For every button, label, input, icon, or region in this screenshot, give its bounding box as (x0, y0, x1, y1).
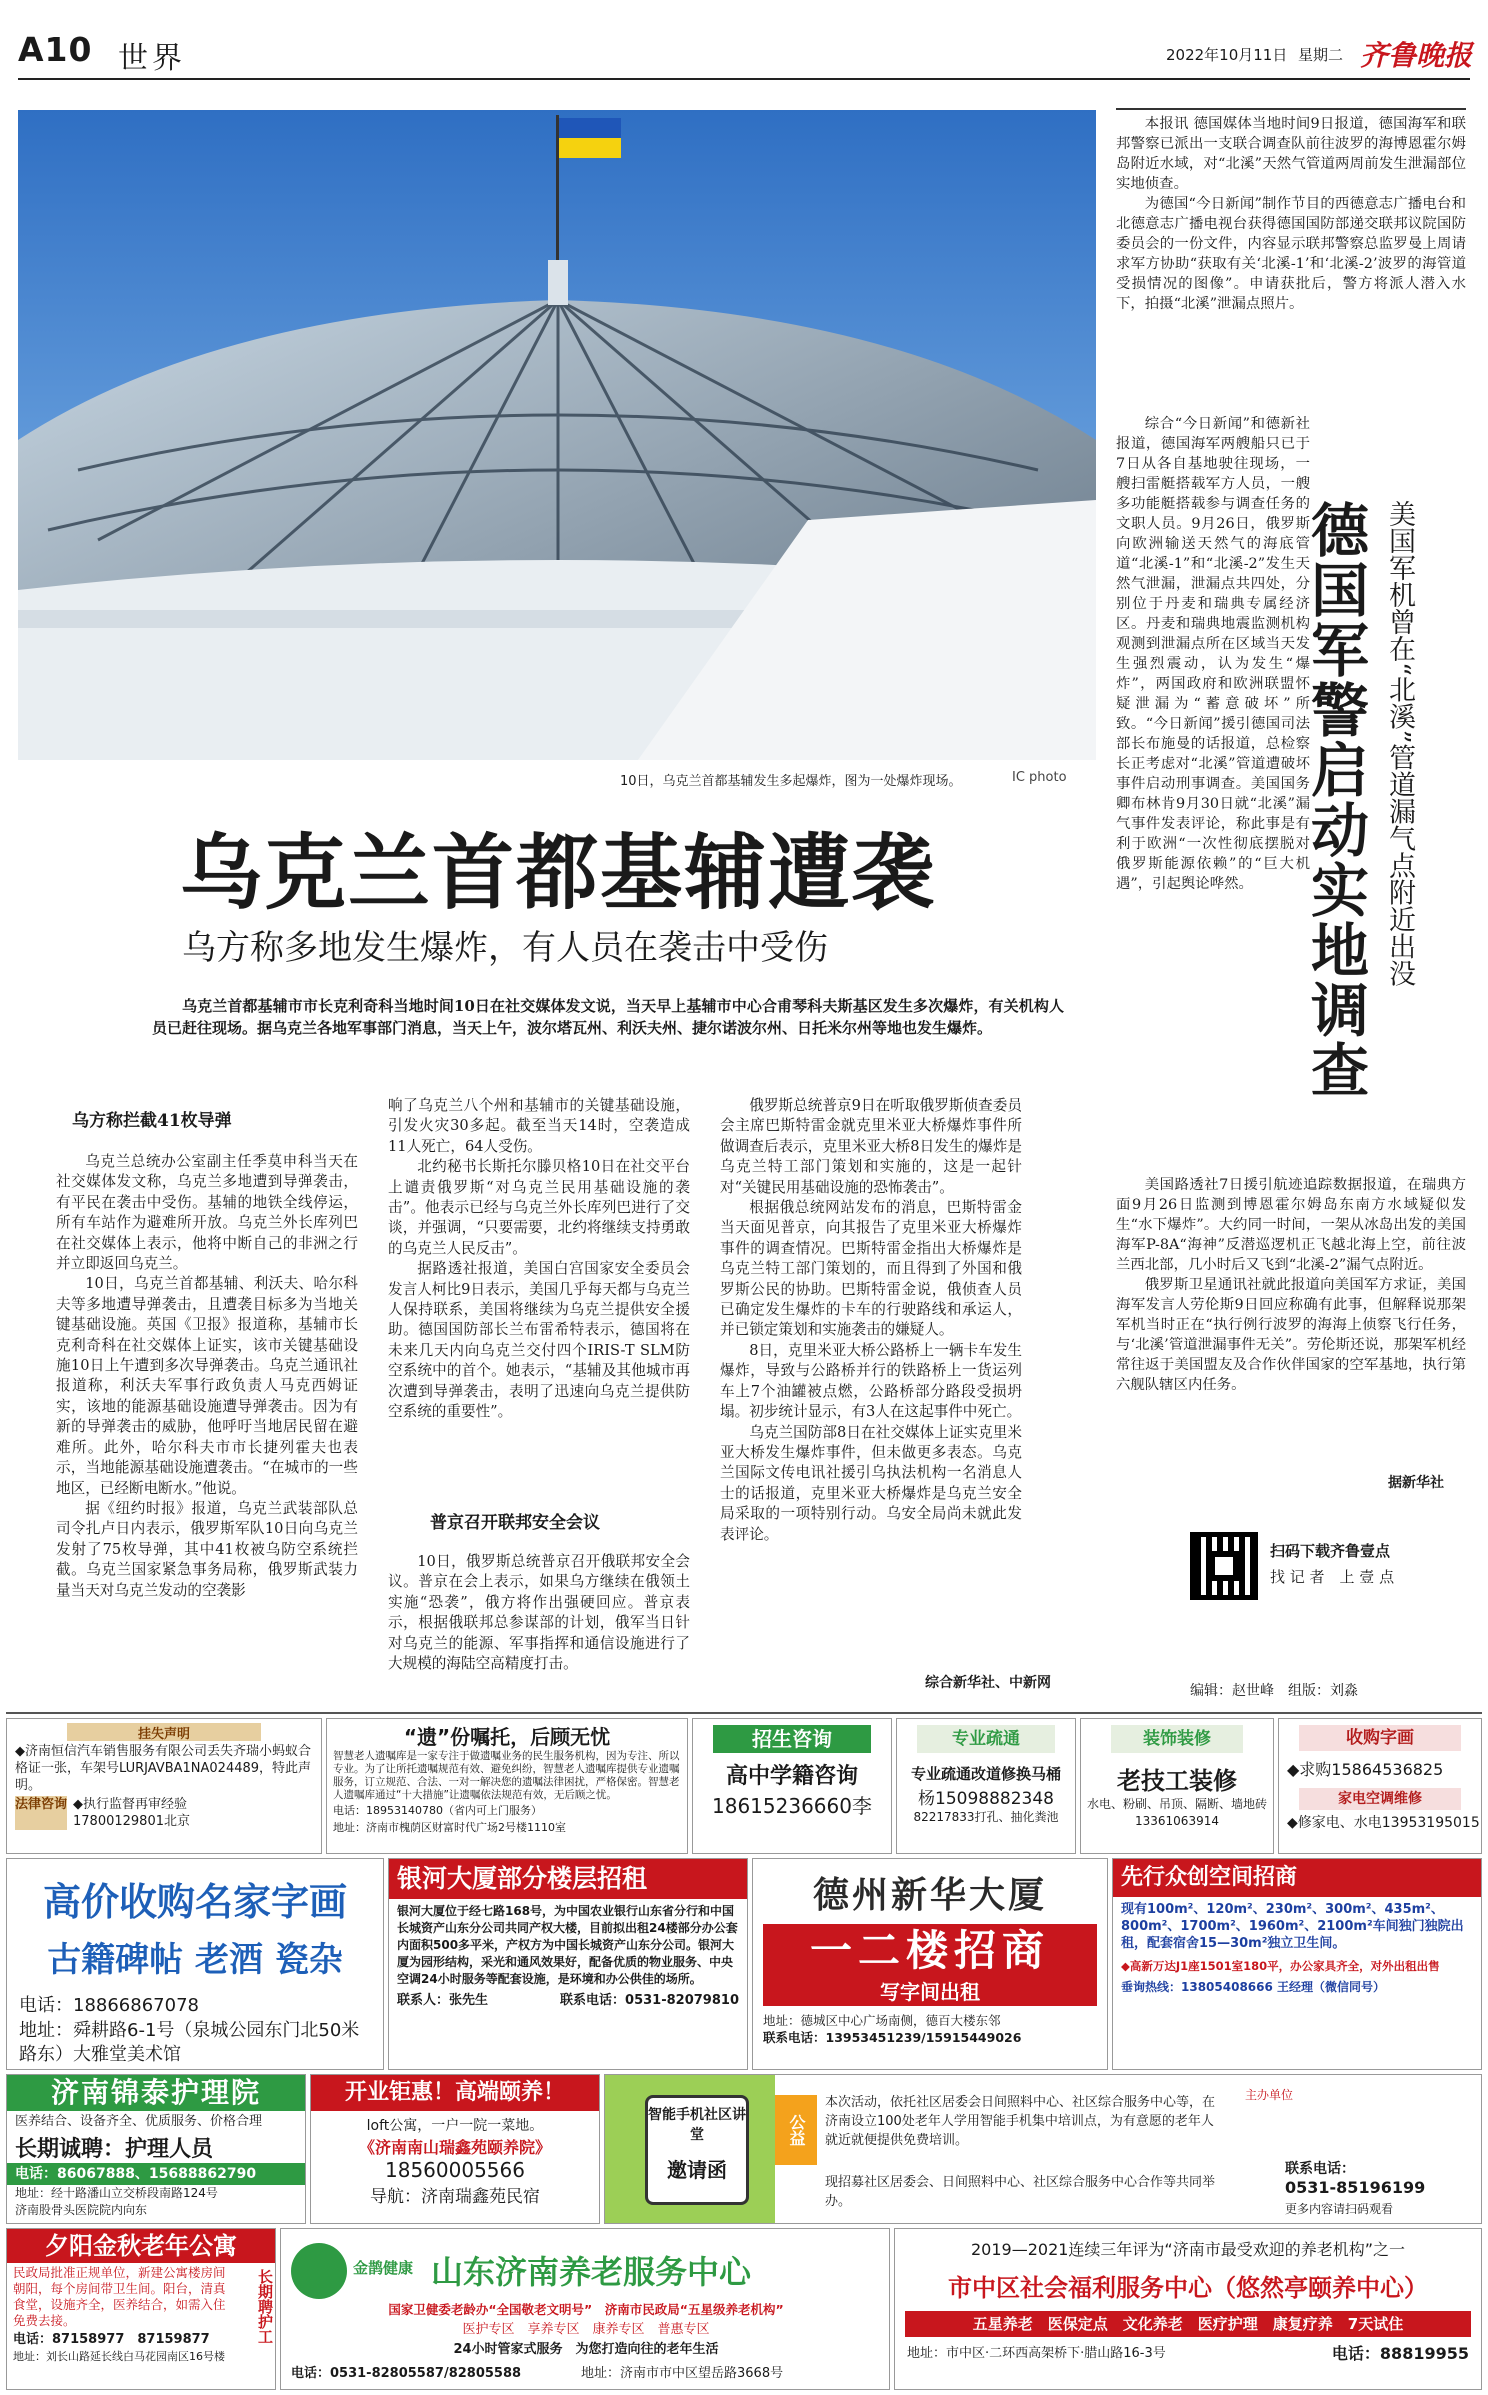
ad-host: 主办单位 (1245, 2088, 1294, 2102)
ad-calligraphy (1278, 1718, 1482, 1854)
ad-phone: 电话：88819955 (1331, 2344, 1469, 2363)
ad-title: 银河大厦部分楼层招租 (389, 1859, 747, 1899)
ad-address: 地址：经十路潘山立交桥段南路124号 (15, 2186, 218, 2200)
ad-line: ◆执行监督再审经验 (73, 1797, 187, 1812)
qr-label-1: 扫码下载齐鲁壹点 (1270, 1542, 1391, 1560)
ad-will (326, 1718, 688, 1854)
ad-title: 老技工装修 (1117, 1767, 1237, 1795)
ad-tag: 招生咨询 (713, 1725, 871, 1753)
ad-phone: 电话：18866867078 (19, 1995, 199, 2016)
main-headline: 乌克兰首都基辅遭袭 (180, 825, 937, 921)
ad-line: 医护专区 享养专区 康养专区 普惠专区 (462, 2322, 710, 2337)
ad-phone: 电话：86067888、15688862790 (7, 2163, 305, 2185)
article-column-3 (720, 1096, 1022, 1545)
ad-jintai-nursing (6, 2074, 306, 2224)
ad-title: 德州新华大厦 (812, 1875, 1047, 1916)
ad-tag: 法律咨询 (15, 1796, 67, 1830)
side-rule (1116, 108, 1466, 110)
ad-welfare-center (894, 2228, 1482, 2390)
ad-title: 济南锦泰护理院 (7, 2075, 305, 2111)
ad-line: 24小时管家式服务 为您打造向往的老年生活 (453, 2342, 719, 2357)
ad-yinhe-lease (388, 1858, 748, 2070)
ad-jinque-elderly (280, 2228, 890, 2390)
ad-school (692, 1718, 892, 1854)
clover-icon (291, 2243, 347, 2299)
ad-smartphone-class (604, 2074, 1482, 2224)
ad-side-note: 长期聘护工 (256, 2269, 274, 2344)
ad-nanshan-ruixin (310, 2074, 600, 2224)
paragraph: 俄罗斯卫星通讯社就此报道向美国军方求证，美国海军发言人劳伦斯9日回应称确有此事，但解释说那架军机当时正在“执行例行波罗的海海上侦察飞行任务，与‘北溪’管道泄漏事件无关”。劳伦斯还说，那架军机经常往返于美国盟友及合作伙伴国家的空军基地，执行第六舰队辖区内任务。 (1116, 1277, 1466, 1393)
ad-title: 山东济南养老服务中心 (431, 2253, 752, 2291)
side-headline: 德国军警启动实地调查 (1301, 500, 1369, 1100)
ad-title: 高价收购名家字画 (42, 1880, 347, 1924)
ad-title: 市中区社会福利服务中心（悠然亭颐养中心） (948, 2274, 1428, 2302)
photo-credit: IC photo (1012, 770, 1067, 785)
paragraph: 北约秘书长斯托尔滕贝格10日在社交平台上谴责俄罗斯“对乌克兰民用基础设施的袭击”。他表示已经与乌克兰外长库列巴进行了交谈，并强调，“只要需要，北约将继续支持勇敢的乌克兰人民反击”。 (388, 1158, 690, 1257)
ad-name: 《济南南山瑞鑫苑颐养院》 (358, 2138, 551, 2157)
ad-title: 专业疏通改道修换马桶 (910, 1765, 1061, 1783)
paragraph: 据《纽约时报》报道，乌克兰武装部队总司令扎卢日内表示，俄罗斯军队10日向乌克兰发射了75枚导弹，其中41枚被乌防空系统拦截。乌克兰国家紧急事务局称，俄罗斯武装力量当天对乌克兰发动的空袭影 (56, 1499, 358, 1599)
ad-line: loft公寓，一户一院一菜地。 (366, 2118, 544, 2134)
ad-line: 2019—2021连续三年评为“济南市最受欢迎的养老机构”之一 (970, 2240, 1406, 2259)
editors: 编辑：赵世峰 组版：刘淼 (1190, 1683, 1358, 1699)
ad-phone: 18615236660李 (712, 1794, 872, 1818)
paragraph: 乌克兰总统办公室副主任季莫申科当天在社交媒体发文称，乌克兰多地遭到导弹袭击，有平民在袭击中受伤。基辅的地铁全线停运，所有车站作为避难所开放。乌克兰外长库列巴在社交媒体上表示，他将中断自己的非洲之行并立即返回乌克兰。 (56, 1153, 358, 1273)
paragraph: 俄罗斯总统普京9日在听取俄罗斯侦查委员会主席巴斯特雷金就克里米亚大桥爆炸事件所做调查后表示，克里米亚大桥8日发生的爆炸是乌克兰特工部门策划和实施的，这是一起针对“关键民用基础设施的恐怖袭击”。 (720, 1097, 1022, 1196)
paragraph: 据路透社报道，美国白宫国家安全委员会发言人柯比9日表示，美国几乎每天都与乌克兰人保持联系，美国将继续为乌克兰提供安全援助。德国国防部长兰布雷希特表示，德国将在未来几天内向乌克兰交付四个IRIS-T SLM防空系统中的首个。她表示，“基辅及其他城市再次遭到导弹袭击，表明了迅速向乌克兰提供防空系统的重要性”。 (388, 1260, 690, 1421)
ad-tag: 挂失声明 (67, 1723, 261, 1741)
ad-phone: 17800129801北京 (73, 1814, 190, 1829)
ad-renovation (1080, 1718, 1274, 1854)
ad-phone: 垂询热线：13805408666 王经理（微信同号） (1121, 1980, 1386, 1994)
ad-buy-paintings (6, 1858, 384, 2070)
ad-phone: 杨15098882348 (918, 1789, 1054, 1809)
issue-weekday: 星期二 (1298, 46, 1344, 64)
main-credit: 综合新华社、中新网 (925, 1675, 1051, 1691)
ad-more: 更多内容请扫码观看 (1285, 2202, 1394, 2216)
ad-headline: 一二楼招商 (763, 1924, 1097, 1978)
ad-phone: 电话：0531-82805587/82805588 (291, 2366, 522, 2381)
ad-body: 民政局批准正规单位，新建公寓楼房间朝阳，每个房间带卫生间。阳台，清真食堂，设施齐全，医养结合，如需入住免费去接。 (13, 2265, 226, 2328)
ad-services: 五星养老 医保定点 文化养老 医疗护理 康复疗养 7天试住 (905, 2311, 1471, 2337)
ad-notices (6, 1718, 322, 1854)
paragraph: 10日，俄罗斯总统普京召开俄联邦安全会议。普京在会上表示，如果乌方继续在俄领土实施“恐袭”，俄方将作出强硬回应。普京表示，根据俄联邦总参谋部的计划，俄军当日针对乌克兰的能源、军事指挥和通信设施进行了大规模的海陆空高精度打击。 (388, 1553, 690, 1673)
ad-tag: 公益 (775, 2095, 817, 2165)
ads-top-rule (6, 1712, 1482, 1714)
paragraph: 8日，克里米亚大桥公路桥上一辆卡车发生爆炸，导致与公路桥并行的铁路桥上一货运列车上7个油罐被点燃，公路桥部分路段受损坍塌。初步统计显示，有3人在这起事件中死亡。 (720, 1341, 1022, 1421)
ad-title: 开业钜惠！高端颐养！ (311, 2075, 599, 2111)
ad-highlight: ◆高新万达J1座1501室180平，办公家具齐全，对外出租出售 (1121, 1959, 1440, 1973)
lead-photo (18, 110, 1096, 760)
ad-xiyang-apartment (6, 2228, 276, 2390)
ad-body: ◆济南恒信汽车销售服务有限公司丢失齐瑞小蚂蚁合格证一张，车架号LURJAVBA1NA024489，特此声明。 (15, 1744, 312, 1793)
side-article-bottom (1116, 1175, 1466, 1395)
ad-address: 现招募社区居委会、日间照料中心、社区综合服务中心合作等共同举办。 (825, 2175, 1216, 2209)
ad-title: 高中学籍咨询 (725, 1764, 858, 1789)
paragraph: 本报讯 德国媒体当地时间9日报道，德国海军和联邦警察已派出一支联合调查队前往波罗的海博恩霍尔姆岛附近水域，对“北溪”天然气管道两周前发生泄漏部位实地侦查。 (1116, 116, 1466, 192)
ad-dezhou-xinhua (752, 1858, 1108, 2070)
ad-address-2: 济南股骨头医院院内向东 (15, 2203, 148, 2217)
ad-body: 银河大厦位于经七路168号，为中国农业银行山东省分行和中国长城资产山东分公司共同产权大楼，目前拟出租24楼部分办公套内面积500多平米，产权方为中国长城资产山东分公司。银河大厦为园形结构，采光和通风效果好，配备优质的物业服务、中央空调24小时服务等配套设施，是环境和办公供佳的场所。 (397, 1904, 738, 1986)
paragraph: 响了乌克兰八个州和基辅市的关键基础设施，引发火灾30多起。截至当天14时，空袭造成11人死亡，64人受伤。 (388, 1097, 690, 1155)
ad-subtitle: 古籍碑帖 老酒 瓷杂 (47, 1940, 343, 1980)
article-column-1 (56, 1152, 358, 1601)
ad-invite: 邀请函 (667, 2158, 727, 2182)
ad-line: 长期诚聘：护理人员 (15, 2137, 214, 2162)
ad-brand: 金鹊健康 (353, 2259, 414, 2277)
ad-contact: 联系人：张先生 (397, 1993, 489, 2008)
issue-date: 2022年10月11日 (1166, 46, 1288, 64)
header-rule (18, 78, 1470, 80)
ad-title: 夕阳金秋老年公寓 (7, 2229, 275, 2263)
side-kicker: 美国军机曾在“北溪”管道漏气点附近出没 (1384, 500, 1415, 987)
ad-address: 地址：济南市槐荫区财富时代广场2号楼1110室 (333, 1821, 566, 1834)
ad-title: 先行众创空间招商 (1113, 1859, 1481, 1897)
subhead-putin: 普京召开联邦安全会议 (430, 1513, 600, 1533)
side-article-top (1116, 114, 1466, 314)
ad-address: 地址：市中区·二环西高架桥下·腊山路16-3号 (907, 2346, 1166, 2361)
ad-line: 国家卫健委老龄办“全国敬老文明号” 济南市民政局“五星级养老机构” (388, 2302, 784, 2317)
section-name: 世界 (118, 41, 186, 76)
paragraph: 乌克兰国防部8日在社交媒体上证实克里米亚大桥发生爆炸事件，但未做更多表态。乌克兰国际文传电讯社援引乌执法机构一名消息人士的话报道，克里米亚大桥爆炸是乌克兰安全局采取的一项特别行动。乌安全局尚未就此发表评论。 (720, 1423, 1022, 1543)
side-credit: 据新华社 (1388, 1475, 1444, 1491)
ad-contact: 联系电话： (1285, 2161, 1355, 2177)
ad-body: 本次活动，依托社区居委会日间照料中心、社区综合服务中心等，在济南设立100处老年人学用智能手机集中培训点，为有意愿的老年人就近就便提供免费培训。 (825, 2095, 1216, 2148)
qr-code[interactable] (1190, 1532, 1258, 1600)
ad-address: 地址：德城区中心广场南侧，德百大楼东邻 (763, 2013, 1001, 2028)
ad-tag: 收购字画 (1299, 1725, 1461, 1751)
paragraph: 根据俄总统网站发布的消息，巴斯特雷金当天面见普京，向其报告了克里米亚大桥爆炸事件的调查情况。巴斯特雷金指出大桥爆炸是乌克兰特工部门策划的，而且得到了外国和俄罗斯公民的协助。巴斯特雷金说，俄侦查人员已确定发生爆炸的卡车的行驶路线和承运人，并已锁定策划和实施袭击的嫌疑人。 (720, 1199, 1022, 1339)
ad-address: 地址：舜耕路6-1号（泉城公园东门北50米路东）大雅堂美术馆 (19, 2020, 360, 2065)
ad-tag: 装饰装修 (1111, 1725, 1243, 1753)
phone-icon (645, 2095, 749, 2205)
main-subheadline: 乌方称多地发生爆炸，有人员在袭击中受伤 (182, 928, 828, 968)
ad-address: 地址：济南市市中区望岳路3668号 (581, 2366, 784, 2381)
ad-phone: 0531-85196199 (1285, 2178, 1426, 2197)
lead-paragraph: 乌克兰首都基辅市市长克利奇科当地时间10日在社交媒体发文说，当天早上基辅市中心合甫琴科夫斯基区发生多次爆炸，有关机构人员已赶往现场。据乌克兰各地军事部门消息，当天上午，波尔塔瓦州、利沃夫州、捷尔诺波尔州、日托米尔州等地也发生爆炸。 (152, 997, 1064, 1037)
ad-body: 现有100m²、120m²、230m²、300m²、435m²、800m²、1700m²、1960m²、2100m²车间独门独院出租，配套宿舍15—30m²独立卫生间。 (1121, 1902, 1464, 1951)
ad-navigation: 导航：济南瑞鑫苑民宿 (370, 2187, 540, 2207)
ad-phone: 联系电话：0531-82079810 (560, 1993, 739, 2008)
subhead-intercept: 乌方称拦截41枚导弹 (72, 1111, 232, 1131)
ad-coworking (1112, 1858, 1482, 2070)
ad-line: 医养结合、设备齐全、优质服务、价格合理 (15, 2114, 263, 2129)
ad-phone: 电话：87158977 87159877 (13, 2332, 210, 2347)
article-column-2b (388, 1552, 690, 1674)
page-number: A10 (18, 30, 93, 69)
ad-tag: 家电空调维修 (1299, 1788, 1461, 1810)
ad-phone: 电话：18953140780（省内可上门服务） (333, 1804, 542, 1817)
ad-phone: 18560005566 (385, 2158, 525, 2182)
paragraph: 美国路透社7日援引航迹追踪数据报道，在瑞典方面9月26日监测到博恩霍尔姆岛东南方水域疑似发生“水下爆炸”。大约同一时间，一架从冰岛出发的美国海军P-8A“海神”反潜巡逻机正飞越北海上空，前往波兰西北部，几小时后又飞到“北溪-2”漏气点附近。 (1116, 1177, 1466, 1273)
ad-title: “遗”份嘱托，后顾无忧 (403, 1725, 611, 1749)
paper-logo: 齐鲁晚报 (1360, 39, 1473, 72)
ad-body: 智慧老人遗嘱库是一家专注于做遗嘱业务的民生服务机构，因为专注、所以专业。为了让所托遗嘱规范有效、避免纠纷，智慧老人遗嘱库提供专业遗嘱服务，订立规范、合法、一对一解决您的遗嘱法律困扰，严格保密。智慧老人遗嘱库通过“十大措施”让遗嘱依法规范有效，无后顾之忧。 (333, 1750, 680, 1801)
paragraph: 为德国“今日新闻”制作节目的西德意志广播电台和北德意志广播电视台获得德国国防部递交联邦议院国防委员会的一份文件，内容显示联邦警察总监罗曼上周请求军方协助“获取有关‘北溪-1’和‘北溪-2’波罗的海管道受损情况的图像”。申请获批后，警方将派人潜入水下，拍摄“北溪”泄漏点照片。 (1116, 196, 1466, 312)
qr-label-2: 找 记 者 上 壹 点 (1270, 1568, 1395, 1586)
ad-title: 智能手机社区讲堂 (648, 2107, 746, 2143)
ad-tag: 专业疏通 (917, 1725, 1055, 1753)
ad-line: ◆求购15864536825 (1287, 1760, 1444, 1779)
ad-body: 水电、粉刷、吊顶、隔断、墙地砖13361063914 (1087, 1797, 1268, 1828)
side-article-narrow: 综合“今日新闻”和德新社报道，德国海军两艘船只已于7日从各自基地驶往现场，一艘扫雷艇搭载军方人员，一艘多功能艇搭载参与调查任务的文职人员。9月26日，俄罗斯向欧洲输送天然气的海底管道“北溪-1”和“北溪-2”发生天然气泄漏，泄漏点共四处，分别位于丹麦和瑞典专属经济区。丹麦和瑞典地震监测机构观测到泄漏点所在区域当天发生强烈震动，认为发生“爆炸”，两国政府和欧洲联盟怀疑泄漏为“蓄意破坏”所致。“今日新闻”援引德国司法部长布施曼的话报道，总检察长正考虑对“北溪”管道遭破坏事件启动刑事调查。美国国务卿布林肯9月30日就“北溪”漏气事件发表评论，称此事是有利于欧洲“一次性彻底摆脱对俄罗斯能源依赖”的“巨大机遇”，引起舆论哗然。 (1116, 416, 1310, 892)
ad-address: 地址：刘长山路延长线白马花园南区16号楼 (13, 2350, 225, 2363)
paragraph: 10日，乌克兰首都基辅、利沃夫、哈尔科夫等多地遭导弹袭击，且遭袭目标多为当地关键基础设施。英国《卫报》报道称，基辅市长克利奇科在社交媒体上证实，该市关键基础设施10日上午遭到多次导弹袭击。乌克兰通讯社报道称，利沃夫军事行政负责人马克西姆证实，该地的能源基础设施遭导弹袭击。因为有新的导弹袭击的威胁，他呼吁当地居民留在避难所。此外，哈尔科夫市市长捷列霍夫也表示，当地能源基础设施遭袭击。“在城市的一些地区，已经断电断水。”他说。 (56, 1275, 358, 1497)
ad-phone: 联系电话：13953451239/15915449026 (763, 2030, 1022, 2045)
ad-line: 82217833打孔、抽化粪池 (913, 1810, 1059, 1824)
article-column-2 (388, 1096, 690, 1423)
photo-caption: 10日，乌克兰首都基辅发生多起爆炸，图为一处爆炸现场。 (620, 774, 962, 789)
ad-plumbing (896, 1718, 1076, 1854)
ad-line: ◆修家电、水电13953195015 (1287, 1815, 1480, 1831)
ad-subtitle: 写字间出租 (763, 1978, 1097, 2006)
